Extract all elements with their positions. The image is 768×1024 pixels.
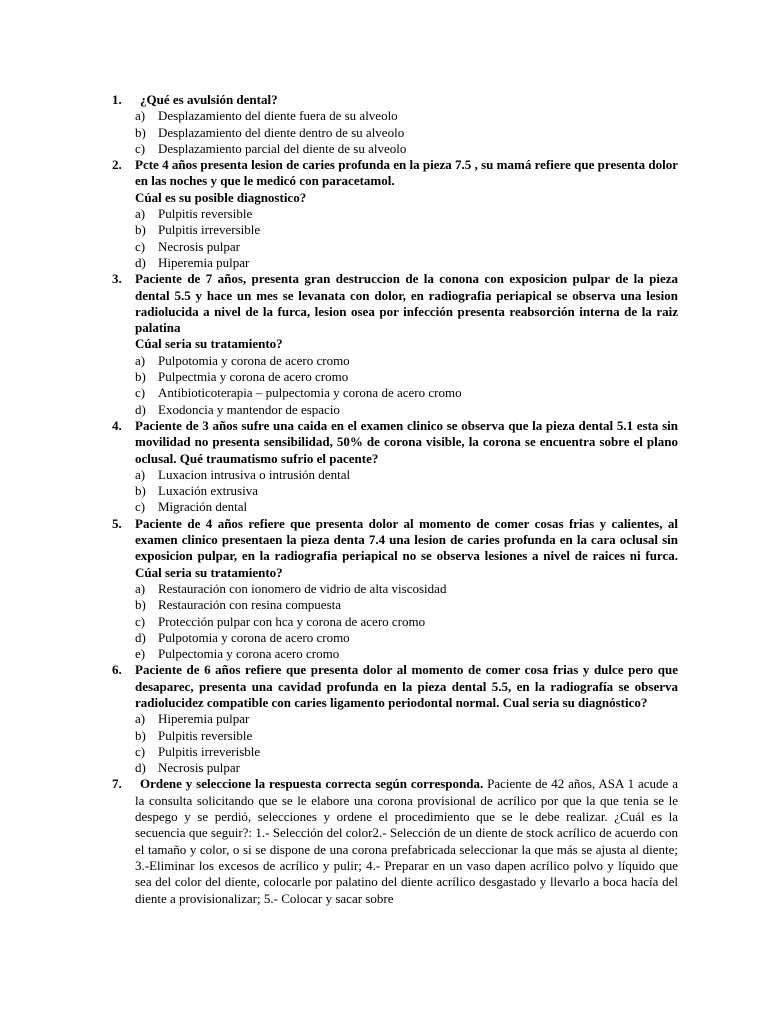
option-item xyxy=(135,760,678,776)
option-text: Pulpectomia y corona acero cromo xyxy=(158,646,340,662)
option-text: Exodoncia y mantendor de espacio xyxy=(158,401,340,417)
option-letter: b) xyxy=(135,597,146,613)
option-text: Necrosis pulpar xyxy=(158,238,240,254)
option-item xyxy=(135,206,678,222)
question-body: Paciente de 42 años, ASA 1 acude a la consulta solicitando que se le elabore una corona provisional de acrílico por que la que tenia se le despego y se perdió, selecciones y ordene el procedimiento que se le debe realizar. ¿Cuál es la secuencia que seguir?: 1.- Selección del color2.- Selección de un diente de stock acrílico de acuerdo con el tamaño y color, o si se dispone de una corona prefabricada seleccionar la que más se ajusta al diente; 3.-Eliminar los excesos de acrílico y pulir; 4.- Preparar en un vaso dapen acrílico polvo y líquido que sea del color del diente, colocarle por palatino del diente acrílico desgastado y llevarlo a boca hacía del diente a provisionalizar; 5.- Colocar y sacar sobre xyxy=(135,776,678,906)
option-list xyxy=(135,206,678,271)
option-letter: c) xyxy=(135,499,146,515)
option-letter: b) xyxy=(135,727,146,743)
option-letter: a) xyxy=(135,711,146,727)
option-text: Pulpitis reversible xyxy=(158,727,253,743)
option-text: Protección pulpar con hca y corona de acero cromo xyxy=(158,613,426,629)
option-list xyxy=(135,581,678,662)
option-letter: a) xyxy=(135,580,146,596)
question-7 xyxy=(0,776,678,906)
question-text: Paciente de 3 años sufre una caida en el examen clinico se observa que la pieza dental 5.1 esta sin movilidad no presenta sensibilidad, 50% de corona visible, la corona se encuentra sobre el plano oclusal. Qué traumatismo sufrio el pacente? xyxy=(135,417,678,466)
option-text: Desplazamiento parcial del diente de su alveolo xyxy=(158,140,407,156)
option-text: Pulpotomia y corona de acero cromo xyxy=(158,629,350,645)
option-item xyxy=(135,646,678,662)
option-text: Pulpitis irreverisble xyxy=(158,743,261,759)
option-letter: a) xyxy=(135,108,146,124)
option-letter: b) xyxy=(135,483,146,499)
question-3 xyxy=(0,271,678,418)
option-item xyxy=(135,255,678,271)
question-lead: Ordene y seleccione la respuesta correcta según corresponda. xyxy=(140,776,484,792)
option-text: Pulpitis irreversible xyxy=(158,222,261,238)
question-text: Paciente de 6 años refiere que presenta dolor al momento de comer cosa frias y dulce pero que desaparec, presenta una cavidad profunda en la pieza dental 5.5, en la radiografía se observa radiolucidez compatible con caries ligamento periodontal normal. Cual seria su diagnóstico? xyxy=(135,662,678,710)
question-number: 4. xyxy=(112,417,122,433)
option-text: Pulpectmia y corona de acero cromo xyxy=(158,369,349,385)
option-item xyxy=(135,402,678,418)
option-item xyxy=(135,744,678,760)
option-text: Antibioticoterapia – pulpectomia y corona de acero cromo xyxy=(158,385,462,401)
question-number: 7. xyxy=(112,776,122,792)
option-item xyxy=(135,483,678,499)
option-letter: a) xyxy=(135,206,146,222)
option-letter: c) xyxy=(135,140,146,156)
question-list xyxy=(0,92,678,907)
option-item xyxy=(135,141,678,157)
option-text: Hiperemia pulpar xyxy=(158,711,250,727)
option-item xyxy=(135,630,678,646)
option-list xyxy=(135,711,678,776)
option-letter: b) xyxy=(135,222,146,238)
option-list xyxy=(135,353,678,418)
question-6 xyxy=(0,662,678,776)
option-item xyxy=(135,711,678,727)
option-letter: a) xyxy=(135,352,146,368)
question-4 xyxy=(0,418,678,516)
option-list xyxy=(135,108,678,157)
question-2 xyxy=(0,157,678,271)
option-text: Hiperemia pulpar xyxy=(158,254,250,270)
option-text: Desplazamiento del diente fuera de su alveolo xyxy=(158,108,398,124)
option-letter: d) xyxy=(135,401,146,417)
option-letter: c) xyxy=(135,238,146,254)
option-text: Pulpotomia y corona de acero cromo xyxy=(158,352,350,368)
question-number: 2. xyxy=(112,157,122,173)
question-number: 1. xyxy=(112,92,122,107)
question-text: Pcte 4 años presenta lesion de caries profunda en la pieza 7.5 , su mamá refiere que presenta dolor en las noches y que le medicó con paracetamol. xyxy=(135,157,678,189)
option-letter: b) xyxy=(135,124,146,140)
option-letter: d) xyxy=(135,629,146,645)
option-item xyxy=(135,369,678,385)
option-text: Luxación extrusiva xyxy=(158,483,258,499)
question-prompt: Cúal seria su tratamiento? xyxy=(135,336,283,352)
option-item xyxy=(135,108,678,124)
option-letter: b) xyxy=(135,369,146,385)
option-item xyxy=(135,353,678,369)
option-item xyxy=(135,222,678,238)
option-letter: c) xyxy=(135,613,146,629)
question-text: Paciente de 7 años, presenta gran destruccion de la conona con exposicion pulpar de la pieza dental 5.5 y hace un mes se levanata con dolor, en radiografia periapical se observa una lesion radiolucida a nivel de la furca, lesion osea por infección presenta reabsorción interna de la raiz palatina xyxy=(135,271,678,336)
option-item xyxy=(135,728,678,744)
option-item xyxy=(135,467,678,483)
option-letter: c) xyxy=(135,743,146,759)
option-item xyxy=(135,239,678,255)
option-text: Desplazamiento del diente dentro de su alveolo xyxy=(158,124,405,140)
option-text: Necrosis pulpar xyxy=(158,760,240,776)
option-list xyxy=(135,467,678,516)
question-text: Paciente de 4 años refiere que presenta dolor al momento de comer cosas frias y calientes, al examen clinico presentaen la pieza denta 7.4 una lesion de caries profunda en la cara oclusal sin exposicion pulpar, en la radiografia periapical no se observa lesiones a nivel de raices ni furca. Cúal seria su tratamiento? xyxy=(135,515,678,580)
question-number: 3. xyxy=(112,271,122,287)
question-text: ¿Qué es avulsión dental? xyxy=(140,92,278,107)
option-item xyxy=(135,597,678,613)
option-text: Luxacion intrusiva o intrusión dental xyxy=(158,466,351,482)
option-letter: d) xyxy=(135,760,146,776)
question-prompt: Cúal es su posible diagnostico? xyxy=(135,189,307,205)
question-number: 5. xyxy=(112,515,122,531)
option-letter: a) xyxy=(135,466,146,482)
option-item xyxy=(135,385,678,401)
question-number: 6. xyxy=(112,662,122,678)
question-1 xyxy=(0,92,678,157)
option-text: Restauración con resina compuesta xyxy=(158,597,342,613)
option-letter: c) xyxy=(135,385,146,401)
option-letter: e) xyxy=(135,646,146,662)
option-text: Restauración con ionomero de vidrio de alta viscosidad xyxy=(158,580,447,596)
option-item xyxy=(135,581,678,597)
option-item xyxy=(135,125,678,141)
option-item xyxy=(135,614,678,630)
option-text: Pulpitis reversible xyxy=(158,206,253,222)
question-text xyxy=(135,776,678,906)
option-text: Migración dental xyxy=(158,499,248,515)
option-letter: d) xyxy=(135,254,146,270)
option-item xyxy=(135,499,678,515)
question-5 xyxy=(0,516,678,663)
